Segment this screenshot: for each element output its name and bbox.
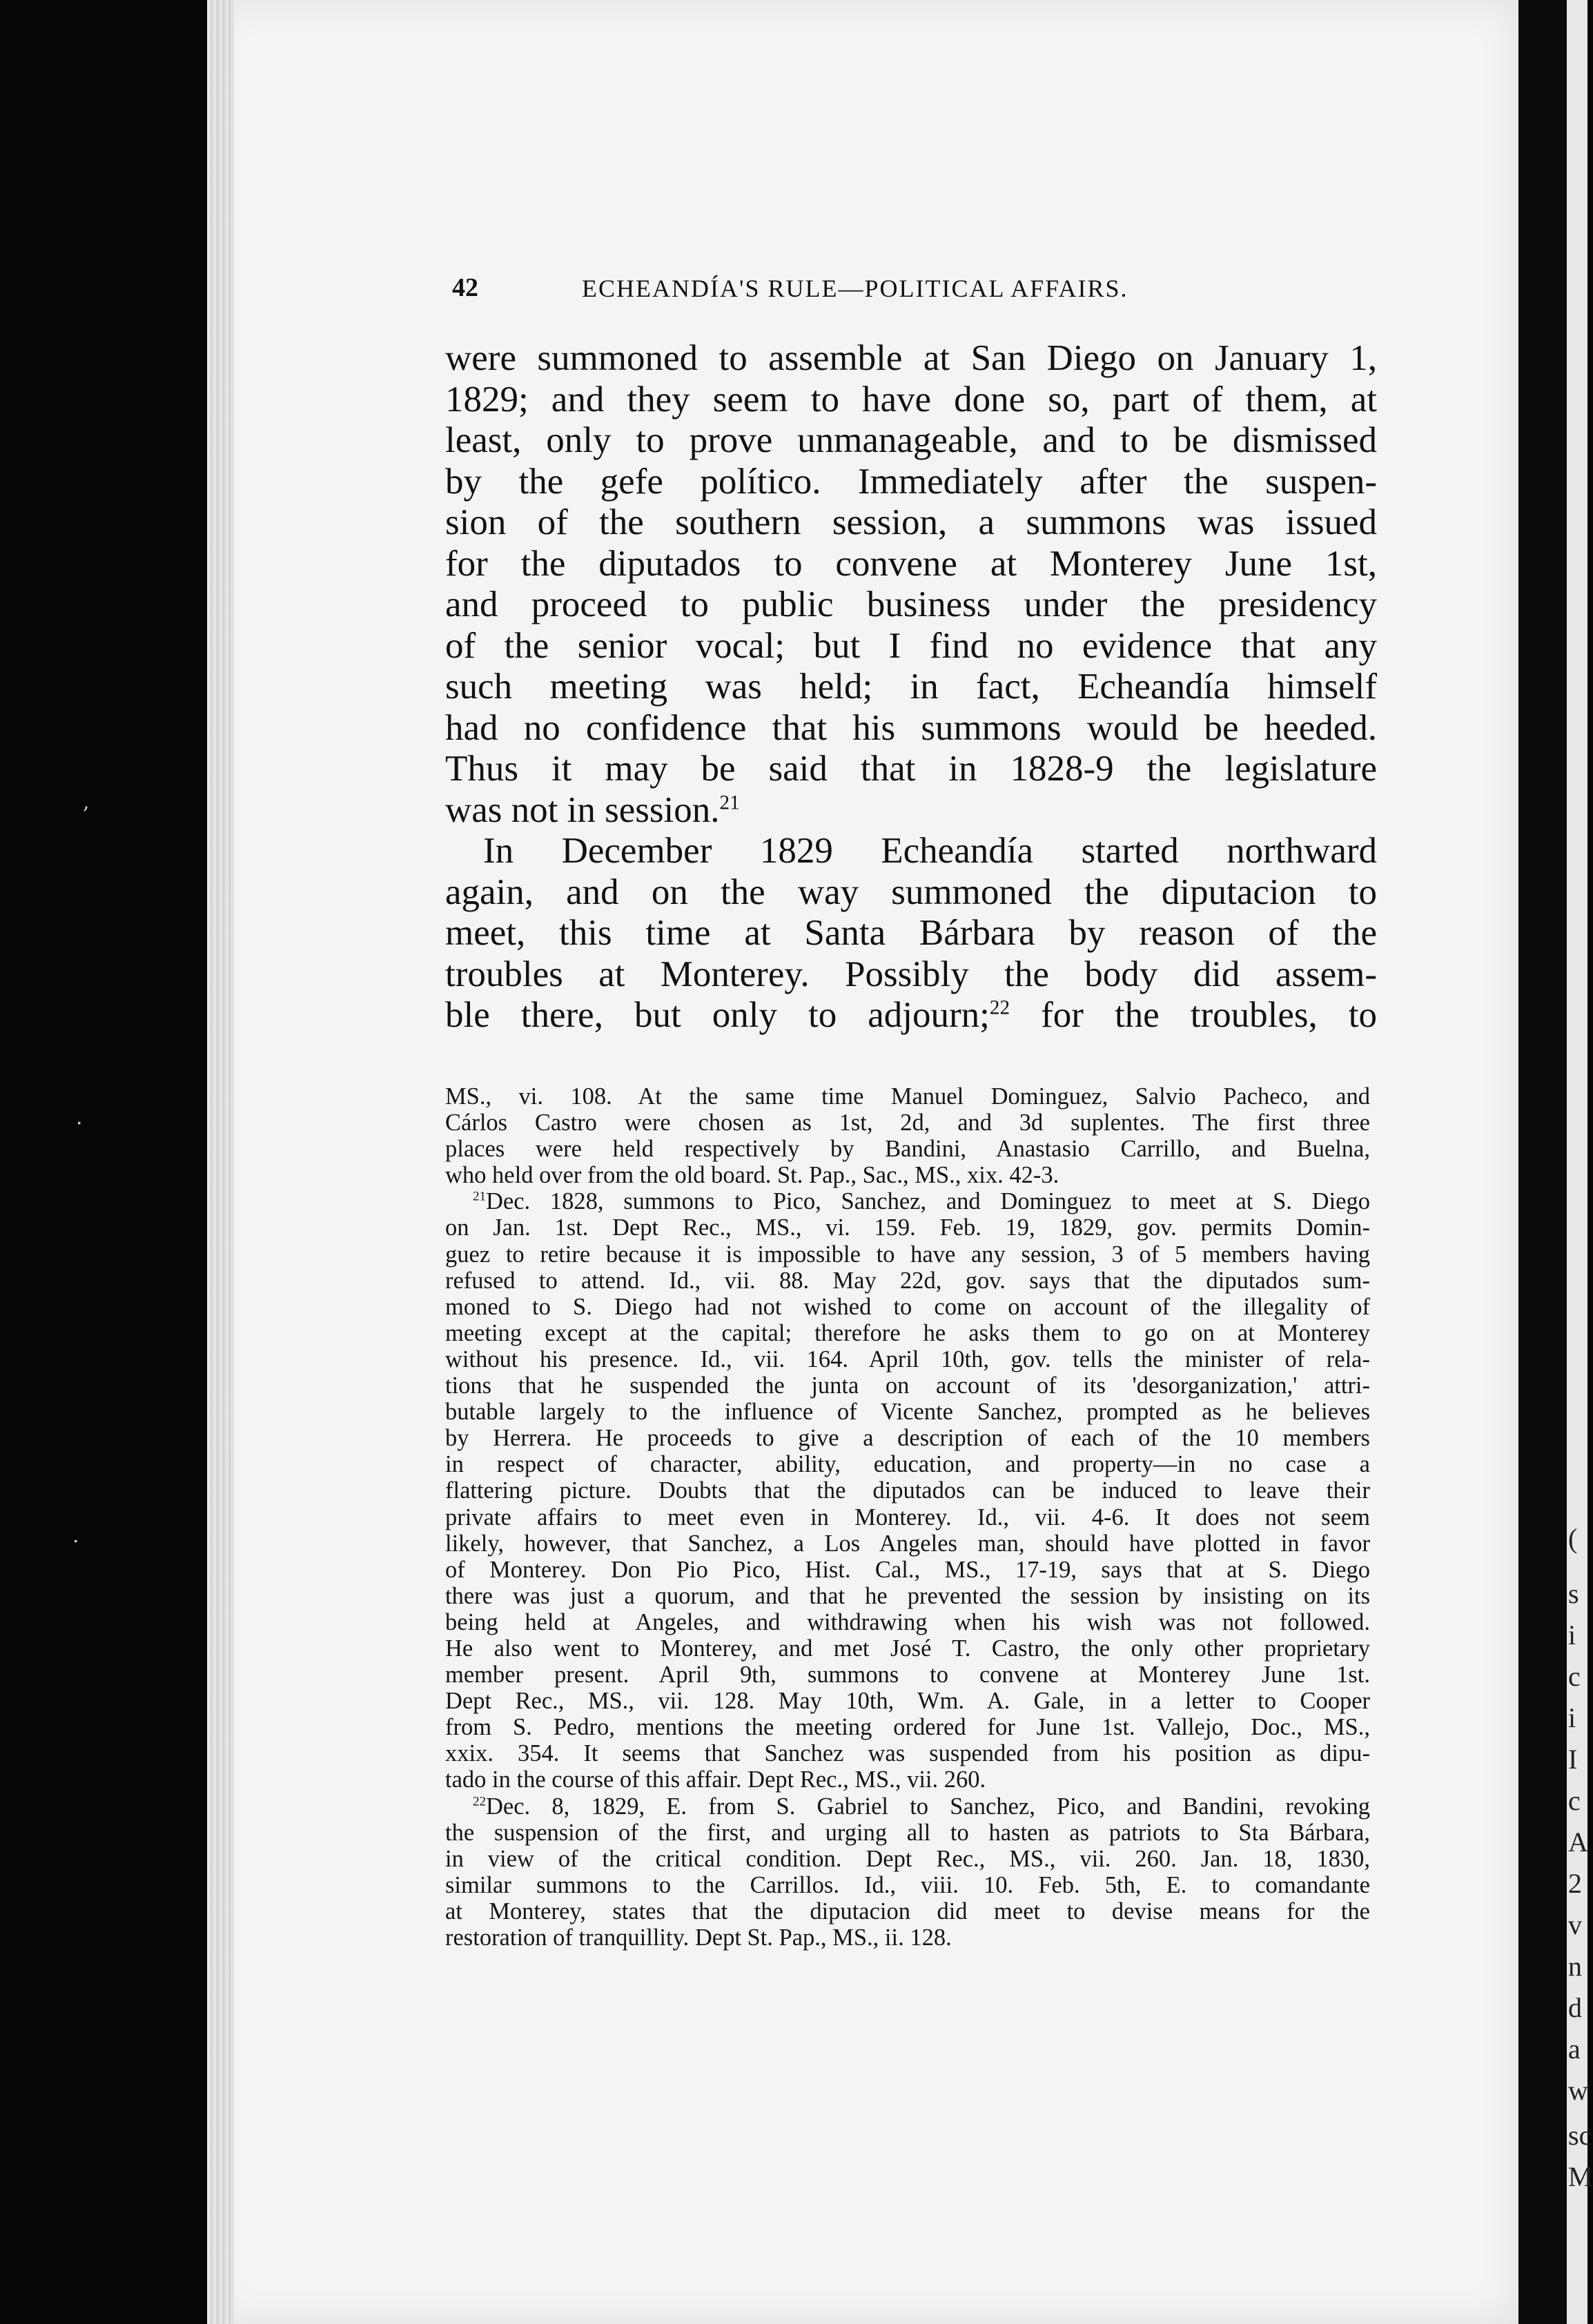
margin-speck: . bbox=[76, 1105, 83, 1130]
adjacent-page-letter: sc bbox=[1568, 2120, 1592, 2151]
footnote-line: similar summons to the Carrillos. Id., viii. 10. Feb. 5th, E. to comandante bbox=[445, 1871, 1370, 1898]
adjacent-page-letter: ( bbox=[1568, 1523, 1578, 1554]
margin-speck: · bbox=[72, 1530, 79, 1554]
margin-speck: , bbox=[83, 790, 90, 814]
body-line: and proceed to public business under the presidency bbox=[445, 584, 1377, 624]
footnote-line: He also went to Monterey, and met José T. Castro, the only other proprietary bbox=[445, 1635, 1370, 1662]
body-line: were summoned to assemble at San Diego on January 1, bbox=[445, 338, 1377, 378]
footnote-line: meeting except at the capital; therefore he asks them to go on at Monterey bbox=[445, 1319, 1370, 1346]
adjacent-page-letter: a bbox=[1568, 2034, 1581, 2065]
adjacent-page-letter: c bbox=[1568, 1661, 1581, 1692]
footnote-line: refused to attend. Id., vii. 88. May 22d, gov. says that the diputados sum- bbox=[445, 1267, 1370, 1294]
left-dark-margin bbox=[0, 0, 207, 2324]
body-line: Thus it may be said that in 1828-9 the legislature bbox=[445, 749, 1377, 789]
footnote-line: restoration of tranquillity. Dept St. Pap., MS., ii. 128. bbox=[445, 1924, 952, 1951]
body-line-text: ble there, but only to adjourn; bbox=[445, 995, 990, 1035]
adjacent-page-letter: c bbox=[1568, 1785, 1581, 1816]
footnote-line: in view of the critical condition. Dept Rec., MS., vii. 260. Jan. 18, 1830, bbox=[445, 1845, 1370, 1872]
body-line: least, only to prove unmanageable, and to be dismissed bbox=[445, 420, 1377, 460]
footnote-line: the suspension of the first, and urging all to hasten as patriots to Sta Bárbara, bbox=[445, 1819, 1370, 1846]
adjacent-page-letter: 2 bbox=[1568, 1868, 1582, 1899]
body-line bbox=[445, 790, 1377, 831]
body-line: In December 1829 Echeandía started northward bbox=[483, 831, 1377, 871]
footnote-reference: 21 bbox=[719, 791, 740, 814]
adjacent-page-letter: M bbox=[1568, 2161, 1593, 2192]
footnote-line: MS., vi. 108. At the same time Manuel Dominguez, Salvio Pacheco, and bbox=[445, 1083, 1370, 1110]
footnote-line: who held over from the old board. St. Pap., Sac., MS., xix. 42-3. bbox=[445, 1162, 1059, 1189]
body-line-text: was not in session. bbox=[445, 789, 720, 830]
footnote-line: of Monterey. Don Pio Pico, Hist. Cal., MS., 17-19, says that at S. Diego bbox=[445, 1556, 1370, 1583]
body-line: for the diputados to convene at Monterey June 1st, bbox=[445, 543, 1377, 584]
body-line: of the senior vocal; but I find no evidence that any bbox=[445, 625, 1377, 666]
footnote-line: at Monterey, states that the diputacion did meet to devise means for the bbox=[445, 1898, 1370, 1924]
footnote-line: Dept Rec., MS., vii. 128. May 10th, Wm. A. Gale, in a letter to Cooper bbox=[445, 1688, 1370, 1715]
footnote-line: moned to S. Diego had not wished to come on account of the illegality of bbox=[445, 1293, 1370, 1320]
footnote-mark: 21 bbox=[473, 1189, 486, 1204]
body-line: had no confidence that his summons would be heeded. bbox=[445, 707, 1377, 748]
page-edges bbox=[207, 0, 235, 2324]
footnote-line: by Herrera. He proceeds to give a description of each of the 10 members bbox=[445, 1425, 1370, 1452]
body-line-text: for the troubles, to bbox=[1010, 995, 1377, 1035]
footnote-line: tions that he suspended the junta on account of its 'desorganization,' attri- bbox=[445, 1372, 1370, 1399]
body-line: such meeting was held; in fact, Echeandía himself bbox=[445, 667, 1377, 707]
adjacent-page-letter: I bbox=[1568, 1744, 1578, 1775]
adjacent-page-letter: v bbox=[1568, 1909, 1582, 1940]
footnote-line: butable largely to the influence of Vicente Sanchez, prompted as he believes bbox=[445, 1399, 1370, 1426]
footnote-line: places were held respectively by Bandini, Anastasio Carrillo, and Buelna, bbox=[445, 1136, 1370, 1163]
footnote-line-text: Dec. 1828, summons to Pico, Sanchez, and Dominguez to meet at S. Diego bbox=[485, 1188, 1370, 1215]
footnote-line: without his presence. Id., vii. 164. April 10th, gov. tells the minister of rela- bbox=[445, 1346, 1370, 1372]
footnotes bbox=[445, 1083, 1370, 1951]
adjacent-page-letter: n bbox=[1568, 1951, 1582, 1982]
footnote-line: there was just a quorum, and that he prevented the session by insisting on its bbox=[445, 1582, 1370, 1609]
footnote-line bbox=[445, 1793, 1370, 1820]
footnote-reference: 22 bbox=[989, 996, 1010, 1019]
footnote-line: xxix. 354. It seems that Sanchez was suspended from his position as dipu- bbox=[445, 1740, 1370, 1767]
footnote-line: being held at Angeles, and withdrawing when his wish was not followed. bbox=[445, 1608, 1370, 1635]
footnote-line: Cárlos Castro were chosen as 1st, 2d, and 3d suplentes. The first three bbox=[445, 1110, 1370, 1136]
footnote-line: guez to retire because it is impossible to have any session, 3 of 5 members having bbox=[445, 1241, 1370, 1268]
body-line: sion of the southern session, a summons was issued bbox=[445, 502, 1377, 542]
footnote-line-text: Dec. 8, 1829, E. from S. Gabriel to Sanchez, Pico, and Bandini, revoking bbox=[485, 1793, 1370, 1820]
adjacent-page-letter: w bbox=[1568, 2075, 1588, 2106]
body-line: meet, this time at Santa Bárbara by reason of the bbox=[445, 913, 1377, 953]
body-line: by the gefe político. Immediately after the suspen- bbox=[445, 461, 1377, 502]
footnote-line: in respect of character, ability, education, and property—in no case a bbox=[445, 1451, 1370, 1478]
footnote-line: on Jan. 1st. Dept Rec., MS., vi. 159. Feb. 19, 1829, gov. permits Domin- bbox=[445, 1214, 1370, 1241]
footnote-line: member present. April 9th, summons to convene at Monterey June 1st. bbox=[445, 1662, 1370, 1688]
adjacent-page-letter: i bbox=[1568, 1619, 1576, 1651]
adjacent-page-letter: i bbox=[1568, 1702, 1576, 1733]
body-line bbox=[445, 995, 1377, 1036]
footnote-line: likely, however, that Sanchez, a Los Angeles man, should have plotted in favor bbox=[445, 1530, 1370, 1557]
body-text bbox=[445, 338, 1377, 1036]
footnote-line: from S. Pedro, mentions the meeting ordered for June 1st. Vallejo, Doc., MS., bbox=[445, 1714, 1370, 1741]
adjacent-page-letter: d bbox=[1568, 1992, 1582, 2023]
body-line: again, and on the way summoned the diputacion to bbox=[445, 872, 1377, 912]
page-number: 42 bbox=[452, 273, 478, 302]
footnote-line: private affairs to meet even in Monterey. Id., vii. 4-6. It does not seem bbox=[445, 1504, 1370, 1530]
footnote-mark: 22 bbox=[473, 1794, 486, 1809]
adjacent-page-letter: s bbox=[1568, 1578, 1579, 1609]
footnote-line bbox=[445, 1188, 1370, 1214]
body-line: troubles at Monterey. Possibly the body did assem- bbox=[445, 954, 1377, 994]
footnote-line: flattering picture. Doubts that the diputados can be induced to leave their bbox=[445, 1477, 1370, 1504]
adjacent-page-letter: A bbox=[1568, 1826, 1588, 1858]
running-head: ECHEANDÍA'S RULE—POLITICAL AFFAIRS. bbox=[582, 275, 1128, 302]
footnote-line: tado in the course of this affair. Dept Rec., MS., vii. 260. bbox=[445, 1766, 986, 1793]
body-line: 1829; and they seem to have done so, part of them, at bbox=[445, 379, 1377, 420]
page-header bbox=[452, 273, 1242, 314]
